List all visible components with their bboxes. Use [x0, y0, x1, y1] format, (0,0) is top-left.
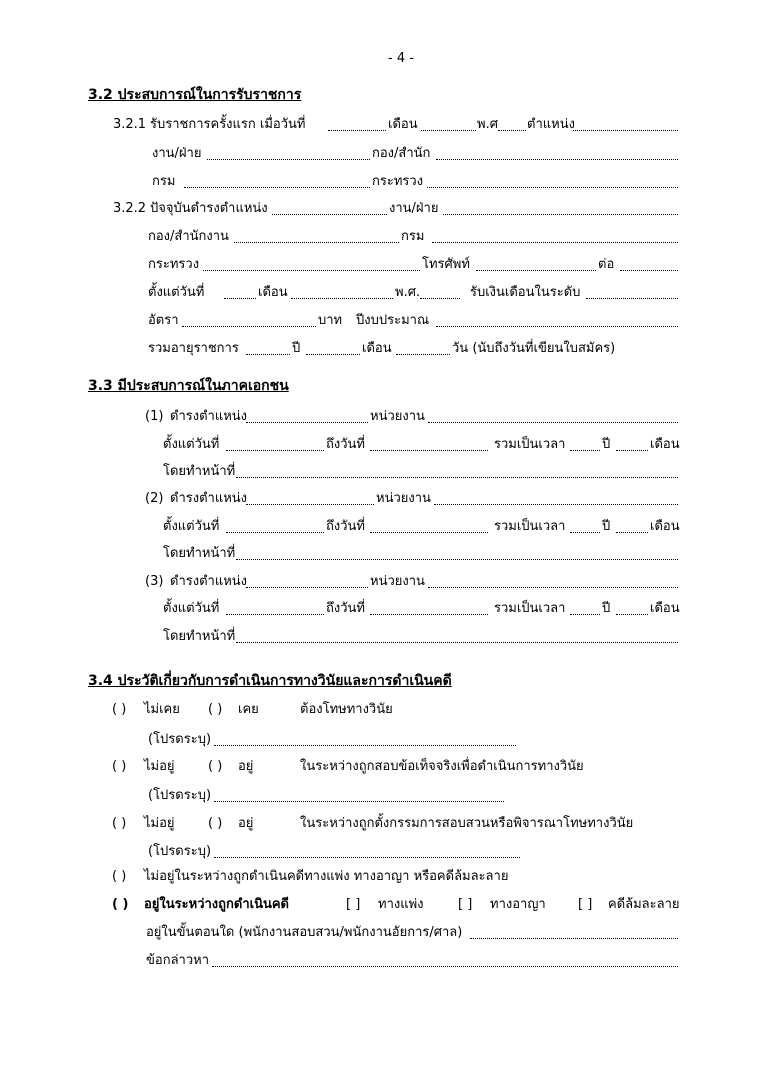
first-service-ministry-label: กระทรวง — [372, 174, 424, 189]
private-3-to-label: ถึงวันที่ — [326, 601, 365, 616]
under-fact-checkbox[interactable]: ( ) — [208, 759, 223, 774]
since-date-label: ตั้งแต่วันที่ — [148, 285, 205, 300]
disciplined-label: ต้องโทษทางวินัย — [300, 702, 393, 717]
private-3-years-field[interactable] — [570, 614, 600, 615]
private-3-position-label: ดำรงตำแหน่ง — [170, 574, 247, 589]
private-3-total-label: รวมเป็นเวลา — [494, 601, 566, 616]
private-1-from-label: ตั้งแต่วันที่ — [163, 437, 220, 452]
phone-label: โทรศัพท์ — [422, 257, 470, 272]
bankruptcy-label: คดีล้มละลาย — [608, 897, 680, 912]
private-2-from-field[interactable] — [226, 532, 324, 533]
private-2-position-field[interactable] — [246, 504, 374, 505]
not-under-committee-checkbox[interactable]: ( ) — [112, 816, 127, 831]
private-2-number: (2) — [145, 491, 164, 506]
private-1-from-field[interactable] — [226, 450, 324, 451]
first-service-unit-field[interactable] — [207, 159, 370, 160]
baht-label: บาท — [318, 313, 343, 328]
current-ministry-label: กระทรวง — [148, 257, 200, 272]
first-service-position-field[interactable] — [573, 130, 678, 131]
private-3-months-field[interactable] — [616, 614, 648, 615]
private-1-number: (1) — [145, 409, 164, 424]
not-prosecuted-label: ไม่อยู่ในระหว่างถูกดำเนินคดีทางแพ่ง ทางอาญา หรือคดีล้มละลาย — [144, 869, 509, 884]
specify-field-1[interactable] — [214, 745, 516, 746]
fact-finding-label: ในระหว่างถูกสอบข้อเท็จจริงเพื่อดำเนินการทางวินัย — [300, 759, 584, 774]
private-3-from-field[interactable] — [226, 614, 324, 615]
phone-ext-field[interactable] — [620, 270, 678, 271]
stage-label: อยู่ในขั้นตอนใด (พนักงานสอบสวน/พนักงานอัยการ/ศาล) — [146, 925, 463, 940]
private-1-to-field[interactable] — [370, 450, 488, 451]
private-2-agency-field[interactable] — [434, 504, 678, 505]
salary-rate-field[interactable] — [182, 326, 316, 327]
salary-rate-label: อัตรา — [148, 313, 179, 328]
private-2-position-label: ดำรงตำแหน่ง — [170, 491, 247, 506]
phone-ext-label: ต่อ — [598, 257, 615, 272]
private-1-to-label: ถึงวันที่ — [326, 437, 365, 452]
since-month-field[interactable] — [291, 298, 393, 299]
total-service-years-label: ปี — [292, 341, 301, 356]
criminal-label: ทางอาญา — [490, 897, 546, 912]
first-service-year-field[interactable] — [498, 130, 526, 131]
private-3-agency-label: หน่วยงาน — [370, 574, 425, 589]
ever-label: เคย — [238, 702, 259, 717]
criminal-checkbox[interactable]: [ ] — [458, 897, 473, 912]
first-service-division-field[interactable] — [436, 159, 678, 160]
private-1-position-label: ดำรงตำแหน่ง — [170, 409, 247, 424]
private-3-number: (3) — [145, 574, 164, 589]
specify-label-3: (โปรดระบุ) — [148, 844, 212, 859]
under-fact-label: อยู่ — [238, 759, 254, 774]
private-2-total-label: รวมเป็นเวลา — [494, 519, 566, 534]
private-2-months-field[interactable] — [616, 532, 648, 533]
private-1-duties-label: โดยทำหน้าที่ — [163, 464, 236, 479]
section-3-2-title: 3.2 ประสบการณ์ในการรับราชการ — [88, 87, 302, 103]
current-position-field[interactable] — [272, 214, 387, 215]
first-service-position-label: ตำแหน่ง — [527, 117, 575, 132]
bankruptcy-checkbox[interactable]: [ ] — [578, 897, 593, 912]
first-service-day-field[interactable] — [328, 130, 386, 131]
since-month-label: เดือน — [258, 285, 288, 300]
first-service-year-label: พ.ศ — [477, 117, 498, 132]
private-1-months-field[interactable] — [616, 450, 648, 451]
first-service-unit-label: งาน/ฝ่าย — [152, 146, 202, 161]
salary-level-field[interactable] — [586, 298, 678, 299]
ever-checkbox[interactable]: ( ) — [208, 702, 223, 717]
first-service-division-label: กอง/สำนัก — [372, 146, 431, 161]
private-2-to-field[interactable] — [370, 532, 488, 533]
private-3-duties-label: โดยทำหน้าที่ — [163, 629, 236, 644]
section-3-4-title: 3.4 ประวัติเกี่ยวกับการดำเนินการทางวินัยและการดำเนินคดี — [88, 673, 452, 689]
under-committee-label: อยู่ — [238, 816, 254, 831]
first-service-month-label: เดือน — [388, 117, 418, 132]
private-2-months-label: เดือน — [650, 519, 680, 534]
current-department-label: กรม — [401, 229, 425, 244]
private-1-position-field[interactable] — [246, 422, 368, 423]
not-under-fact-checkbox[interactable]: ( ) — [112, 759, 127, 774]
not-prosecuted-checkbox[interactable]: ( ) — [112, 869, 127, 884]
never-checkbox[interactable]: ( ) — [112, 702, 127, 717]
private-1-years-label: ปี — [602, 437, 611, 452]
not-under-committee-label: ไม่อยู่ — [144, 816, 175, 831]
private-1-agency-field[interactable] — [428, 422, 678, 423]
since-day-field[interactable] — [224, 298, 256, 299]
stage-field[interactable] — [470, 938, 678, 939]
private-2-duties-label: โดยทำหน้าที่ — [163, 546, 236, 561]
total-service-label: รวมอายุราชการ — [148, 341, 239, 356]
private-3-from-label: ตั้งแต่วันที่ — [163, 601, 220, 616]
private-2-agency-label: หน่วยงาน — [376, 491, 431, 506]
private-3-duties-field[interactable] — [236, 642, 678, 643]
private-1-months-label: เดือน — [650, 437, 680, 452]
charge-label: ข้อกล่าวหา — [146, 953, 210, 968]
private-1-years-field[interactable] — [570, 450, 600, 451]
private-3-months-label: เดือน — [650, 601, 680, 616]
salary-level-label: รับเงินเดือนในระดับ — [470, 285, 581, 300]
first-service-ministry-field[interactable] — [427, 187, 678, 188]
private-3-to-field[interactable] — [370, 614, 488, 615]
private-2-duties-field[interactable] — [236, 559, 678, 560]
never-label: ไม่เคย — [144, 702, 180, 717]
total-service-months-label: เดือน — [362, 341, 392, 356]
current-office-label: กอง/สำนักงาน — [148, 229, 229, 244]
under-committee-checkbox[interactable]: ( ) — [208, 816, 223, 831]
total-service-days-note: วัน (นับถึงวันที่เขียนใบสมัคร) — [452, 341, 616, 356]
prosecuted-label: อยู่ในระหว่างถูกดำเนินคดี — [144, 897, 289, 912]
specify-field-2[interactable] — [214, 801, 504, 802]
current-department-field[interactable] — [432, 242, 678, 243]
not-under-fact-label: ไม่อยู่ — [144, 759, 175, 774]
private-3-agency-field[interactable] — [428, 587, 678, 588]
first-service-department-label: กรม — [152, 174, 176, 189]
phone-field[interactable] — [476, 270, 596, 271]
total-service-days-field[interactable] — [396, 354, 450, 355]
specify-field-3[interactable] — [214, 857, 520, 858]
since-year-label: พ.ศ. — [395, 285, 421, 300]
civil-checkbox[interactable]: [ ] — [346, 897, 361, 912]
item-3-2-2-number: 3.2.2 — [113, 201, 147, 216]
first-service-department-field[interactable] — [184, 187, 370, 188]
specify-label-1: (โปรดระบุ) — [148, 732, 212, 747]
private-1-total-label: รวมเป็นเวลา — [494, 437, 566, 452]
total-service-months-field[interactable] — [306, 354, 360, 355]
budget-year-field[interactable] — [436, 326, 678, 327]
private-3-years-label: ปี — [602, 601, 611, 616]
prosecuted-checkbox[interactable]: ( ) — [112, 897, 129, 912]
first-service-month-field[interactable] — [421, 130, 476, 131]
current-position-label: ปัจจุบันดำรงตำแหน่ง — [150, 201, 268, 216]
private-3-position-field[interactable] — [246, 587, 368, 588]
page-number: - 4 - — [388, 51, 414, 66]
private-1-duties-field[interactable] — [236, 477, 678, 478]
total-service-years-field[interactable] — [246, 354, 290, 355]
private-2-from-label: ตั้งแต่วันที่ — [163, 519, 220, 534]
first-service-label: รับราชการครั้งแรก เมื่อวันที่ — [150, 117, 306, 132]
committee-label: ในระหว่างถูกตั้งกรรมการสอบสวนหรือพิจารณาโทษทางวินัย — [300, 816, 634, 831]
current-office-field[interactable] — [234, 242, 399, 243]
since-year-field[interactable] — [420, 298, 460, 299]
charge-field[interactable] — [212, 966, 678, 967]
current-unit-label: งาน/ฝ่าย — [389, 201, 439, 216]
specify-label-2: (โปรดระบุ) — [148, 788, 212, 803]
private-1-agency-label: หน่วยงาน — [370, 409, 425, 424]
current-unit-field[interactable] — [443, 214, 678, 215]
item-3-2-1-number: 3.2.1 — [113, 117, 147, 132]
private-2-to-label: ถึงวันที่ — [326, 519, 365, 534]
section-3-3-title: 3.3 มีประสบการณ์ในภาคเอกชน — [88, 378, 289, 394]
current-ministry-field[interactable] — [203, 270, 420, 271]
civil-label: ทางแพ่ง — [378, 897, 424, 912]
private-2-years-field[interactable] — [570, 532, 600, 533]
private-2-years-label: ปี — [602, 519, 611, 534]
budget-year-label: ปีงบประมาณ — [356, 313, 429, 328]
